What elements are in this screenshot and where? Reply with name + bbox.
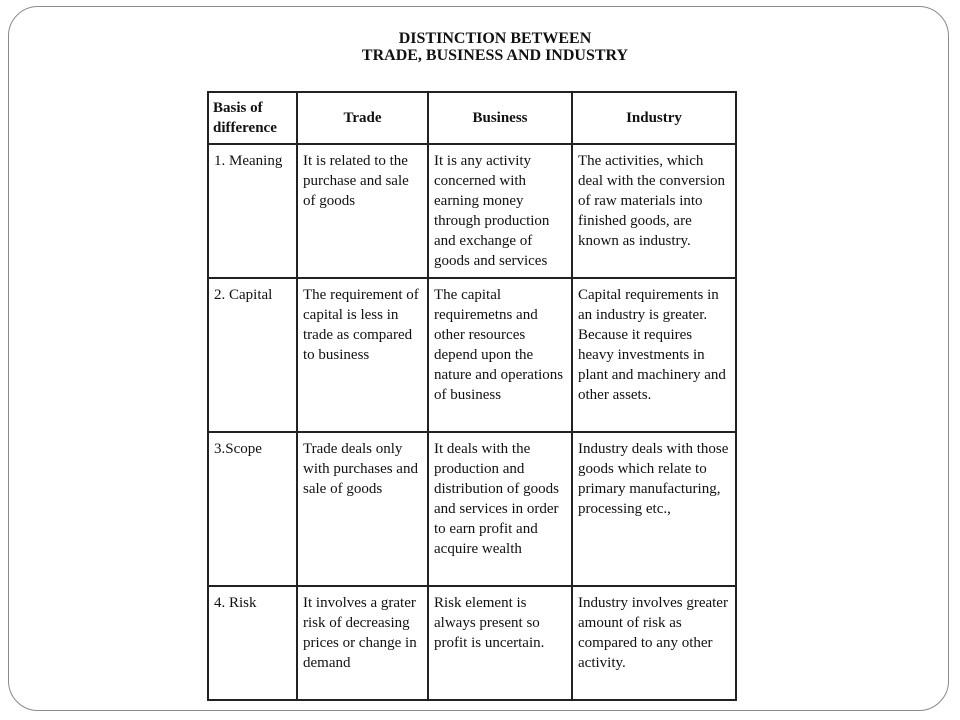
cell-business: Risk element is always present so profit is uncertain. <box>428 586 572 700</box>
title-line-2: TRADE, BUSINESS AND INDUSTRY <box>361 47 629 64</box>
header-industry: Industry <box>572 92 736 144</box>
cell-industry: Industry involves greater amount of risk as compared to any other activity. <box>572 586 736 700</box>
table-row <box>208 278 736 432</box>
cell-basis: 4. Risk <box>208 586 297 700</box>
cell-business: It is any activity concerned with earning money through production and exchange of goods and services <box>428 144 572 278</box>
table-row <box>208 144 736 278</box>
header-business: Business <box>428 92 572 144</box>
distinction-table <box>207 91 737 701</box>
cell-trade: Trade deals only with purchases and sale of goods <box>297 432 428 586</box>
cell-basis: 3.Scope <box>208 432 297 586</box>
cell-industry: The activities, which deal with the conversion of raw materials into finished goods, are known as industry. <box>572 144 736 278</box>
cell-industry: Industry deals with those goods which relate to primary manufacturing, processing etc., <box>572 432 736 586</box>
cell-business: The capital requiremetns and other resources depend upon the nature and operations of business <box>428 278 572 432</box>
slide-title <box>300 30 690 64</box>
cell-industry: Capital requirements in an industry is greater. Because it requires heavy investments in plant and machinery and other assets. <box>572 278 736 432</box>
cell-basis: 1. Meaning <box>208 144 297 278</box>
cell-trade: The requirement of capital is less in trade as compared to business <box>297 278 428 432</box>
header-trade: Trade <box>297 92 428 144</box>
title-line-1: DISTINCTION BETWEEN <box>398 30 592 47</box>
header-basis: Basis of difference <box>208 92 297 144</box>
table-header-row <box>208 92 736 144</box>
cell-trade: It involves a grater risk of decreasing prices or change in demand <box>297 586 428 700</box>
cell-trade: It is related to the purchase and sale of goods <box>297 144 428 278</box>
table-row <box>208 586 736 700</box>
cell-basis: 2. Capital <box>208 278 297 432</box>
table-row <box>208 432 736 586</box>
cell-business: It deals with the production and distribution of goods and services in order to earn profit and acquire wealth <box>428 432 572 586</box>
